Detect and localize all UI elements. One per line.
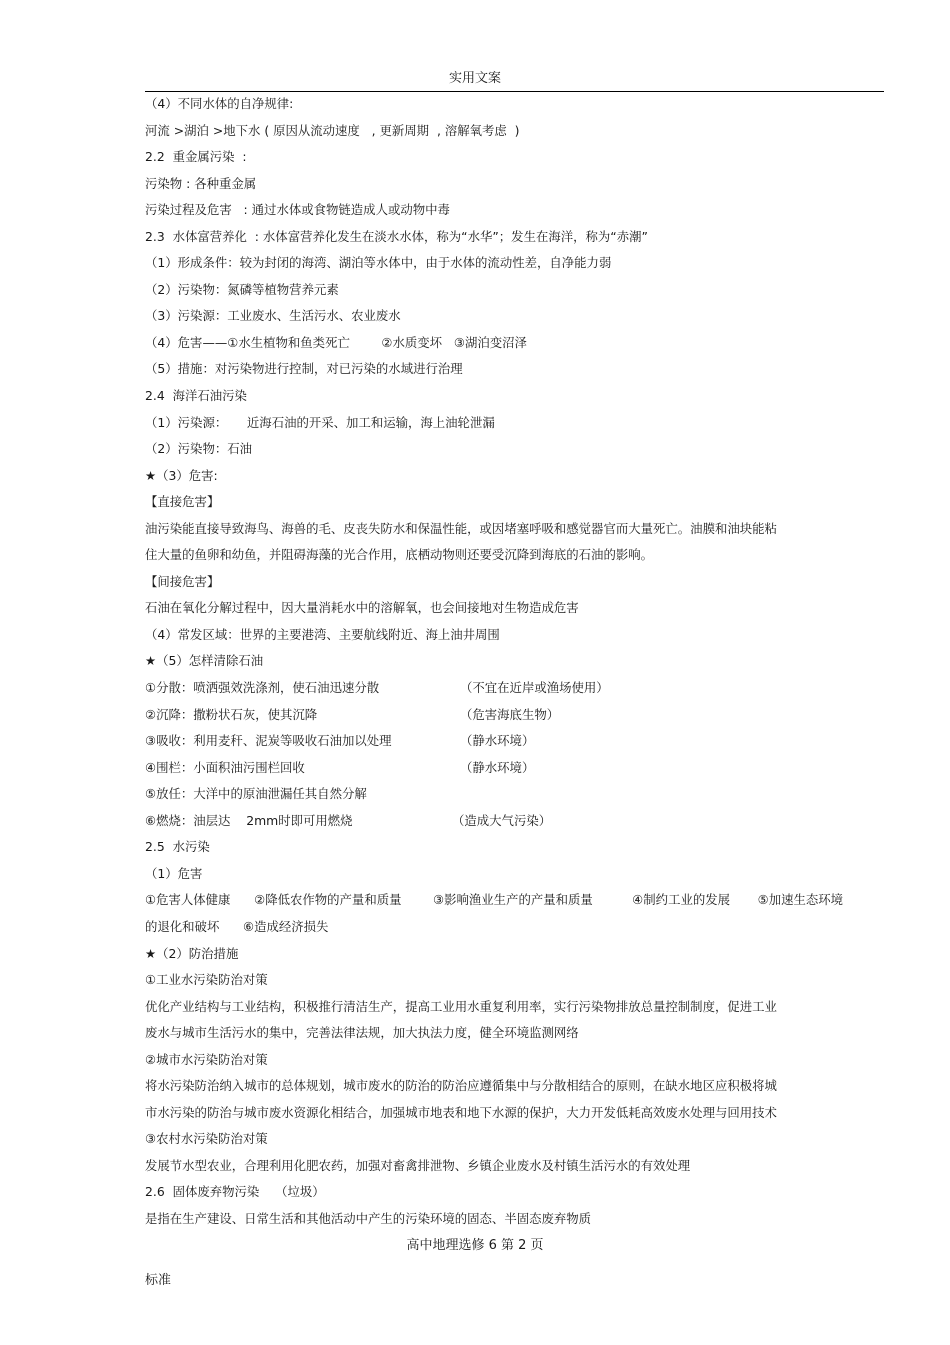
line-text: 油污染能直接导致海鸟、海兽的毛、皮丧失防水和保温性能，或因堵塞呼吸和感觉器官而大量死亡。油膜和油块能粘: [145, 520, 777, 536]
line-text: 污染过程及危害 : 通过水体或食物链造成人或动物中毒: [145, 202, 450, 218]
line-text: ★（2）防治措施: [145, 945, 239, 961]
line-text: ④围栏：小面积油污围栏回收: [145, 759, 305, 775]
line-text: ⑤放任：大洋中的原油泄漏任其自然分解: [145, 786, 367, 802]
text-line: [145, 144, 885, 171]
text-line: [145, 330, 885, 357]
line-text: 石油在氧化分解过程中，因大量消耗水中的溶解氧，也会间接地对生物造成危害: [145, 600, 579, 616]
text-line: [145, 781, 885, 808]
line-text: ③吸收：利用麦秆、泥炭等吸收石油加以处理: [145, 733, 392, 749]
line-text: ★（3）危害:: [145, 467, 218, 483]
text-line: [145, 171, 885, 198]
text-line: [145, 356, 885, 383]
text-line: [145, 516, 885, 543]
text-line: [145, 436, 885, 463]
text-line: [145, 569, 885, 596]
line-text: 2.2 重金属污染 :: [145, 149, 247, 165]
text-line: [145, 1179, 885, 1206]
line-text: 【间接危害】: [145, 573, 220, 589]
text-line: [145, 728, 885, 755]
text-line: [145, 489, 885, 516]
text-line: [145, 1153, 885, 1180]
text-line: [145, 1020, 885, 1047]
line-text: （1）危害: [145, 865, 203, 881]
line-text: （4）不同水体的自净规律:: [145, 96, 294, 111]
text-line: [145, 197, 885, 224]
text-line: [145, 542, 885, 569]
line-note: （静水环境）: [460, 759, 535, 775]
line-text: 污染物 : 各种重金属: [145, 175, 257, 191]
text-line: [145, 622, 885, 649]
line-text: 住大量的鱼卵和幼鱼，并阻碍海藻的光合作用，底栖动物则还要受沉降到海底的石油的影响。: [145, 547, 654, 563]
line-text: （4）常发区域：世界的主要港湾、主要航线附近、海上油井周围: [145, 626, 500, 642]
line-text: （2）污染物：氮磷等植物营养元素: [145, 281, 339, 297]
line-text: 河流 >湖泊 >地下水 ( 原因从流动速度 , 更新周期 , 溶解氧考虑 ): [145, 122, 520, 138]
line-note: （危害海底生物）: [460, 706, 560, 722]
line-text: 2.5 水污染: [145, 839, 210, 855]
text-line: [145, 887, 885, 914]
text-line: [145, 834, 885, 861]
bottom-label: 标准: [145, 1273, 172, 1288]
text-line: [145, 1100, 885, 1127]
text-line: [145, 1073, 885, 1100]
text-line: [145, 861, 885, 888]
text-line: [145, 941, 885, 968]
line-text: （5）措施：对污染物进行控制，对已污染的水域进行治理: [145, 361, 463, 377]
line-text: ①分散：喷洒强效洗涤剂，使石油迅速分散: [145, 680, 380, 696]
document-body: [145, 91, 885, 1233]
text-line: [145, 675, 885, 702]
line-text: 市水污染的防治与城市废水资源化相结合，加强城市地表和地下水源的保护，大力开发低耗高效废水处理与回用技术: [145, 1104, 777, 1120]
line-text: （1）污染源： 近海石油的开采、加工和运输，海上油轮泄漏: [145, 414, 495, 430]
text-line: [145, 595, 885, 622]
text-line: [145, 1206, 885, 1233]
line-text: ①工业水污染防治对策: [145, 972, 268, 988]
page-footer: 高中地理选修 6 第 2 页: [406, 1238, 544, 1253]
line-text: 2.4 海洋石油污染: [145, 388, 247, 404]
text-line: [145, 648, 885, 675]
text-line: [145, 463, 885, 490]
line-text: ③农村水污染防治对策: [145, 1131, 268, 1147]
page-header: 实用文案: [448, 71, 501, 86]
line-text: 【直接危害】: [145, 494, 220, 510]
line-text: ②城市水污染防治对策: [145, 1051, 268, 1067]
line-text: 优化产业结构与工业结构，积极推行清洁生产，提高工业用水重复利用率，实行污染物排放总量控制制度，促进工业: [145, 998, 777, 1014]
line-text: ★（5）怎样清除石油: [145, 653, 264, 669]
text-line: [145, 118, 885, 145]
text-line: [145, 303, 885, 330]
line-text: 发展节水型农业，合理利用化肥农药，加强对畜禽排泄物、乡镇企业废水及村镇生活污水的有效处理: [145, 1157, 691, 1173]
text-line: [145, 1047, 885, 1074]
text-line: [145, 224, 885, 251]
text-line: [145, 277, 885, 304]
line-text: （1）形成条件：较为封闭的海湾、湖泊等水体中，由于水体的流动性差，自净能力弱: [145, 255, 612, 271]
line-note: （不宜在近岸或渔场使用）: [460, 680, 609, 696]
text-line: [145, 1126, 885, 1153]
line-text: 的退化和破坏 ⑥造成经济损失: [145, 918, 329, 934]
text-line: [145, 410, 885, 437]
line-text: （3）污染源：工业废水、生活污水、农业废水: [145, 308, 401, 324]
line-note: （静水环境）: [460, 733, 535, 749]
text-line: [145, 914, 885, 941]
text-line: [145, 702, 885, 729]
text-line: [145, 755, 885, 782]
text-line: [145, 383, 885, 410]
line-text: （4）危害——①水生植物和鱼类死亡 ②水质变坏 ③湖泊变沼泽: [145, 334, 527, 350]
line-text: 2.3 水体富营养化 : 水体富营养化发生在淡水水体，称为“水华”；发生在海洋，称为“赤潮”: [145, 228, 648, 244]
line-text: ②沉降：撒粉状石灰，使其沉降: [145, 706, 318, 722]
line-text: 废水与城市生活污水的集中，完善法律法规，加大执法力度，健全环境监测网络: [145, 1025, 579, 1041]
line-text: ⑥燃烧：油层达 2mm时即可用燃烧: [145, 812, 353, 828]
text-line: [145, 91, 885, 118]
line-text: ①危害人体健康 ②降低农作物的产量和质量 ③影响渔业生产的产量和质量 ④制约工业的发展 ⑤加速生态环境: [145, 892, 844, 908]
line-note: （造成大气污染）: [452, 812, 552, 828]
text-line: [145, 967, 885, 994]
text-line: [145, 808, 885, 835]
line-text: 将水污染防治纳入城市的总体规划，城市废水的防治的防治应遵循集中与分散相结合的原则，在缺水地区应积极将城: [145, 1078, 777, 1094]
line-text: （2）污染物：石油: [145, 441, 253, 457]
line-text: 是指在生产建设、日常生活和其他活动中产生的污染环境的固态、半固态废弃物质: [145, 1210, 592, 1226]
line-text: 2.6 固体废弃物污染 （垃圾）: [145, 1184, 325, 1200]
text-line: [145, 994, 885, 1021]
text-line: [145, 250, 885, 277]
